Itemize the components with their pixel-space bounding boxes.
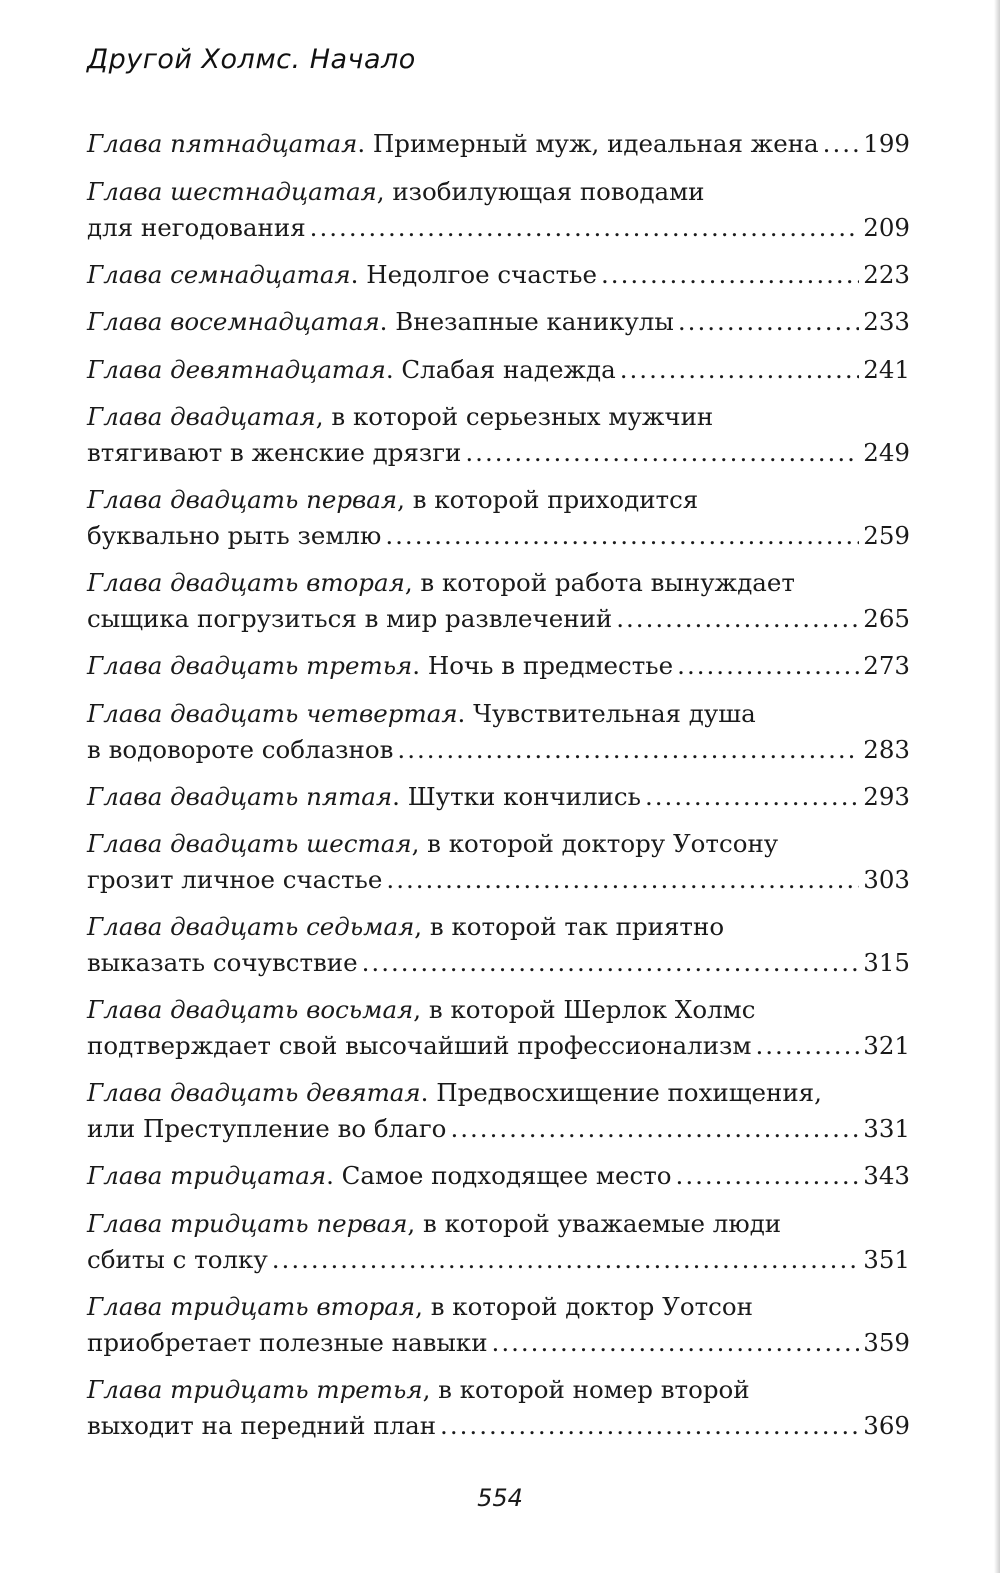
toc-entry-first-line [87, 482, 910, 518]
toc-entry [87, 992, 910, 1064]
dot-leader [620, 352, 860, 388]
dot-leader [362, 945, 860, 981]
toc-page-number: 283 [863, 734, 910, 764]
chapter-label: Глава семнадцатая [87, 259, 351, 289]
chapter-title-part: грозит личное счастье [87, 865, 383, 894]
toc-entry-first-line [87, 1289, 910, 1325]
chapter-title [87, 601, 612, 637]
toc-entry-first-line [87, 565, 910, 601]
toc-entry-last-line [87, 601, 910, 637]
dot-leader [676, 1158, 860, 1194]
toc-entry-first-line [87, 1206, 910, 1242]
chapter-label: Глава тридцать первая [87, 1208, 408, 1238]
dot-leader [397, 732, 859, 768]
toc-entry [87, 1289, 910, 1361]
chapter-title-part: , в которой Шерлок Холмс [413, 995, 756, 1024]
toc-page-number: 241 [863, 354, 910, 384]
chapter-title-part: выказать сочувствие [87, 948, 358, 977]
dot-leader [310, 210, 860, 246]
toc-entry [87, 304, 910, 340]
toc-entry-last-line [87, 648, 910, 684]
toc-page-number: 199 [863, 129, 910, 158]
chapter-title-part: , в которой доктор Уотсон [415, 1291, 753, 1321]
toc-entry [87, 1075, 910, 1147]
toc-entry-first-line [87, 826, 910, 862]
toc-entry [87, 826, 910, 898]
chapter-label: Глава двадцать вторая [87, 568, 405, 597]
chapter-title-part: подтверждает свой высочайший профессионализм [87, 1031, 752, 1060]
chapter-title [87, 945, 358, 981]
chapter-title-part: приобретает полезные навыки [87, 1327, 488, 1357]
toc-entry [87, 696, 910, 768]
dot-leader [385, 518, 859, 554]
toc-entry-first-line [87, 992, 910, 1028]
chapter-title [87, 1028, 751, 1064]
toc-entry-last-line [87, 779, 910, 815]
toc-page-number: 351 [863, 1244, 910, 1274]
toc-page-number: 273 [863, 651, 910, 680]
toc-entry [87, 257, 910, 293]
toc-entry [87, 909, 910, 981]
toc-entry-last-line [87, 1028, 910, 1064]
running-head: Другой Холмс. Начало [87, 44, 416, 75]
chapter-title-part: . Недолгое счастье [350, 259, 598, 289]
chapter-title-part: буквально рыть землю [87, 521, 382, 550]
chapter-title-part: выходит на передний план [87, 1410, 437, 1440]
chapter-title [87, 1325, 488, 1361]
dot-leader [450, 1111, 859, 1147]
toc-entry [87, 482, 910, 554]
chapter-title-part: . Предвосхищение похищения, [420, 1078, 822, 1107]
chapter-title-part: в водовороте соблазнов [87, 734, 394, 764]
chapter-label: Глава двадцать третья [87, 651, 413, 680]
toc-page-number: 265 [863, 604, 910, 633]
chapter-title-part: . Ночь в предместье [412, 651, 674, 680]
chapter-title-part: , в которой номер второй [422, 1374, 750, 1404]
dot-leader [645, 779, 859, 815]
dot-leader [616, 601, 859, 637]
chapter-label: Глава двадцать пятая [87, 781, 393, 811]
chapter-title [87, 1408, 436, 1444]
toc-page-number: 259 [863, 521, 910, 550]
chapter-label: Глава тридцать третья [87, 1374, 423, 1404]
chapter-title-part: , изобилующая поводами [376, 176, 705, 206]
toc-entry [87, 1372, 910, 1444]
toc-entry-last-line [87, 945, 910, 981]
chapter-title-part: для негодования [87, 212, 306, 242]
chapter-label: Глава тридцатая [87, 1161, 327, 1190]
toc-entry-first-line [87, 909, 910, 945]
chapter-label: Глава тридцать вторая [87, 1291, 416, 1321]
chapter-title-part: . Слабая надежда [385, 354, 616, 384]
toc-page-number: 303 [863, 865, 910, 894]
toc-entry-last-line [87, 1242, 910, 1278]
toc-page-number: 209 [863, 212, 910, 242]
chapter-title-part: сыщика погрузиться в мир развлечений [87, 604, 613, 633]
dot-leader [755, 1028, 859, 1064]
toc-entry-last-line [87, 1408, 910, 1444]
chapter-label: Глава двадцать девятая [87, 1078, 421, 1107]
toc-entry-last-line [87, 304, 910, 340]
toc-entry-last-line [87, 862, 910, 898]
chapter-label: Глава пятнадцатая [87, 129, 358, 158]
table-of-contents [87, 126, 910, 1455]
dot-leader [272, 1242, 859, 1278]
toc-page-number: 359 [863, 1327, 910, 1357]
chapter-label: Глава двадцать четвертая [87, 698, 458, 728]
toc-page-number: 315 [863, 948, 910, 977]
toc-entry [87, 126, 910, 162]
dot-leader [465, 435, 859, 471]
chapter-title [87, 435, 461, 471]
chapter-label: Глава девятнадцатая [87, 354, 386, 384]
toc-entry-last-line [87, 210, 910, 246]
chapter-label: Глава двадцатая [87, 402, 316, 431]
toc-entry-last-line [87, 352, 910, 388]
toc-entry [87, 648, 910, 684]
chapter-title [87, 126, 819, 162]
toc-entry-last-line [87, 435, 910, 471]
toc-entry-last-line [87, 257, 910, 293]
chapter-title-part: или Преступление во благо [87, 1114, 447, 1143]
toc-entry-last-line [87, 1325, 910, 1361]
chapter-title [87, 1158, 672, 1194]
toc-entry [87, 1206, 910, 1278]
chapter-title-part: , в которой уважаемые люди [407, 1208, 782, 1238]
chapter-title-part: , в которой так приятно [414, 912, 725, 941]
chapter-title [87, 648, 673, 684]
chapter-title [87, 304, 674, 340]
toc-entry [87, 779, 910, 815]
toc-entry-last-line [87, 732, 910, 768]
toc-page-number: 233 [863, 307, 910, 336]
chapter-title-part: , в которой доктору Уотсону [411, 829, 779, 858]
chapter-title-part: . Внезапные каникулы [379, 307, 674, 336]
chapter-label: Глава шестнадцатая [87, 176, 377, 206]
chapter-label: Глава восемнадцатая [87, 307, 380, 336]
chapter-title [87, 1242, 268, 1278]
chapter-title-part: , в которой приходится [397, 485, 699, 514]
chapter-title [87, 257, 597, 293]
chapter-title [87, 518, 381, 554]
toc-entry-last-line [87, 126, 910, 162]
toc-entry-first-line [87, 1075, 910, 1111]
dot-leader [823, 126, 860, 162]
toc-page-number: 321 [863, 1031, 910, 1060]
toc-entry-last-line [87, 1158, 910, 1194]
dot-leader [601, 257, 859, 293]
chapter-title [87, 210, 306, 246]
chapter-title-part: сбиты с толку [87, 1244, 268, 1274]
dot-leader [492, 1325, 860, 1361]
page-number: 554 [477, 1484, 523, 1512]
chapter-label: Глава двадцать восьмая [87, 995, 414, 1024]
chapter-title-part: . Чувствительная душа [457, 698, 756, 728]
chapter-title-part: . Самое подходящее место [326, 1161, 672, 1190]
chapter-label: Глава двадцать шестая [87, 829, 412, 858]
chapter-title [87, 732, 393, 768]
toc-page-number: 293 [863, 781, 910, 811]
chapter-title-part: , в которой работа вынуждает [404, 568, 795, 597]
dot-leader [440, 1408, 859, 1444]
chapter-title [87, 862, 382, 898]
dot-leader [677, 648, 859, 684]
toc-entry [87, 352, 910, 388]
toc-entry-first-line [87, 174, 910, 210]
toc-entry-first-line [87, 1372, 910, 1408]
toc-page-number: 343 [863, 1161, 910, 1190]
toc-page-number: 223 [863, 259, 910, 289]
chapter-label: Глава двадцать первая [87, 485, 398, 514]
toc-page-number: 249 [863, 438, 910, 467]
chapter-title-part: втягивают в женские дрязги [87, 438, 462, 467]
toc-entry-first-line [87, 399, 910, 435]
chapter-title [87, 1111, 446, 1147]
chapter-label: Глава двадцать седьмая [87, 912, 415, 941]
page-edge-shadow [994, 0, 1000, 1573]
dot-leader [386, 862, 859, 898]
toc-entry [87, 174, 910, 246]
toc-entry [87, 399, 910, 471]
toc-entry [87, 1158, 910, 1194]
chapter-title [87, 779, 641, 815]
chapter-title-part: . Шутки кончились [392, 781, 641, 811]
dot-leader [678, 304, 859, 340]
chapter-title-part: . Примерный муж, идеальная жена [357, 129, 819, 158]
toc-page-number: 369 [863, 1410, 910, 1440]
toc-entry-first-line [87, 696, 910, 732]
toc-entry [87, 565, 910, 637]
toc-entry-last-line [87, 1111, 910, 1147]
chapter-title-part: , в которой серьезных мужчин [315, 402, 714, 431]
toc-page-number: 331 [863, 1114, 910, 1143]
chapter-title [87, 352, 616, 388]
toc-entry-last-line [87, 518, 910, 554]
